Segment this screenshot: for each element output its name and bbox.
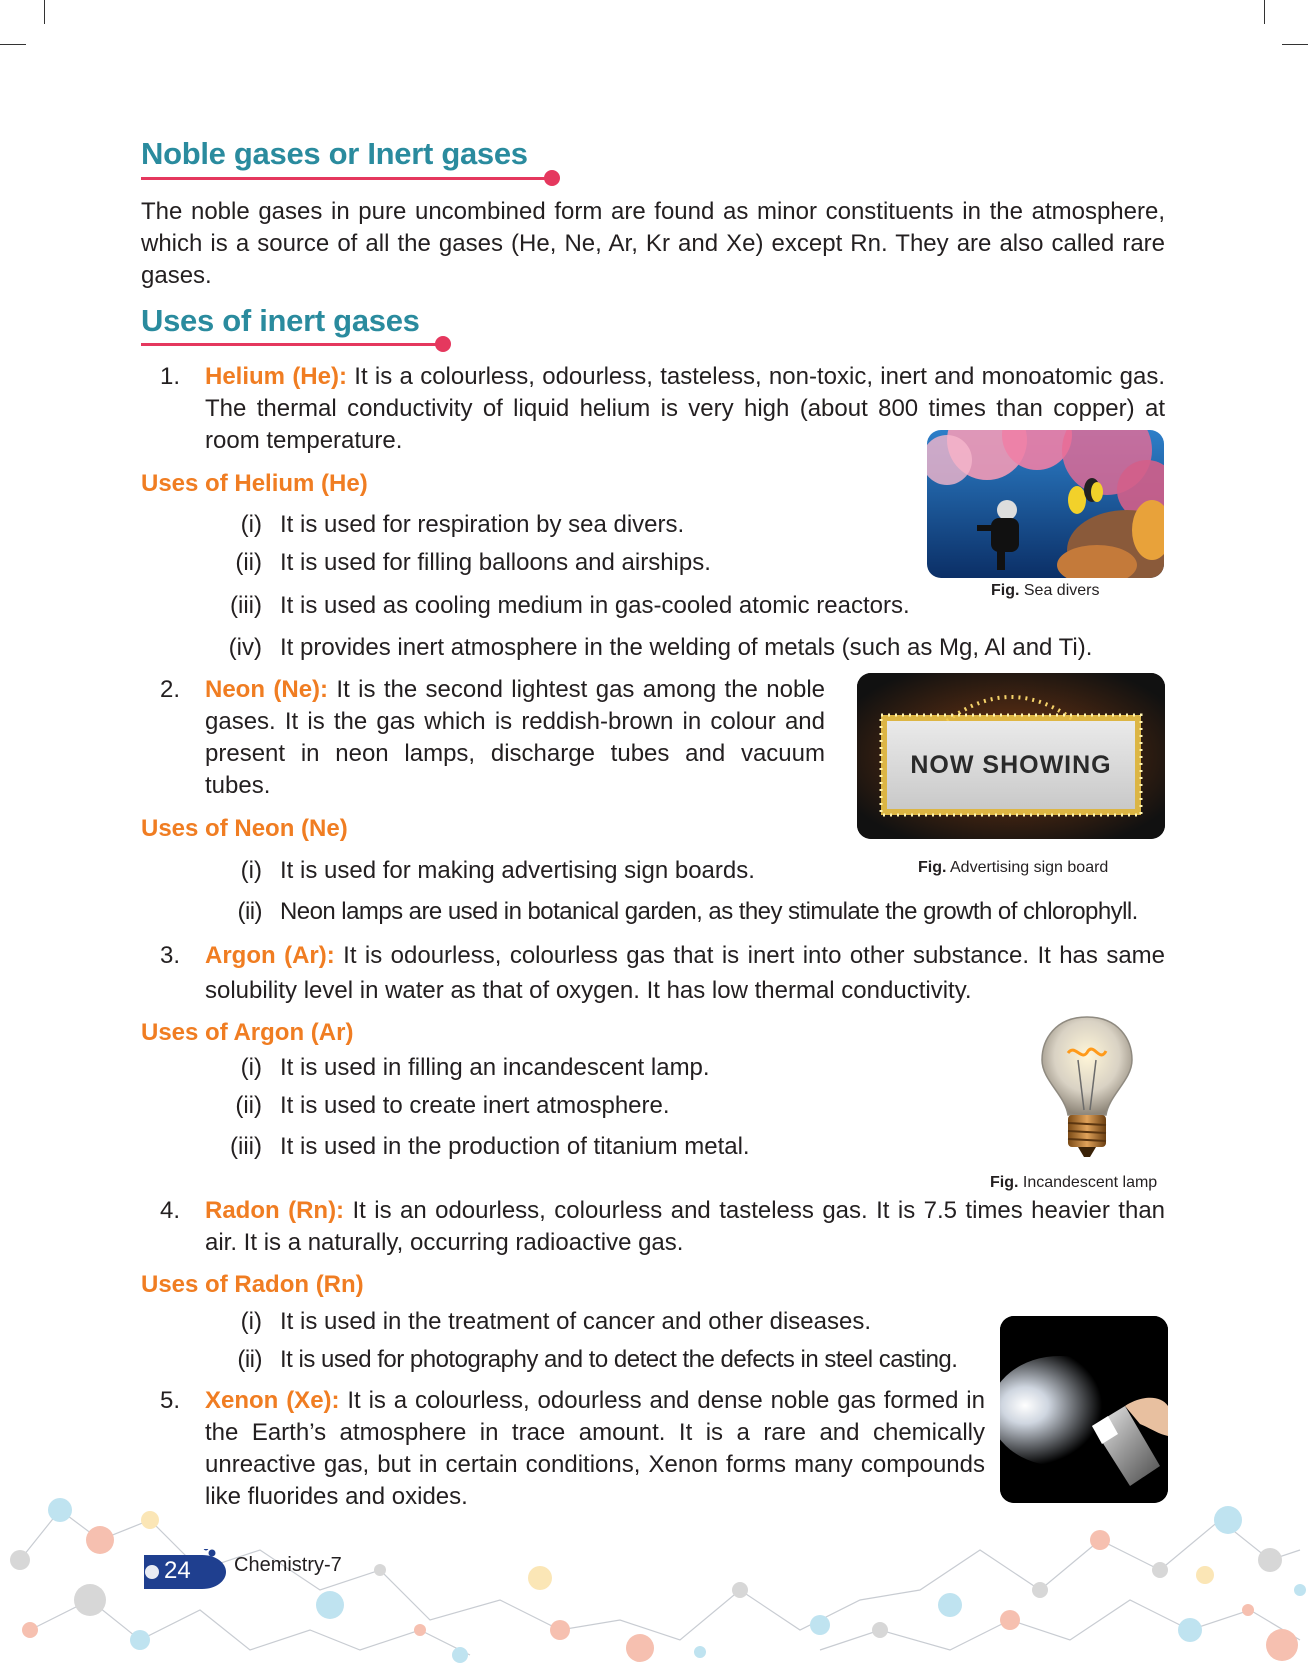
- item-number: 4.: [160, 1197, 181, 1224]
- section-title-uses: Uses of inert gases: [141, 303, 420, 338]
- item-text: It is used for filling balloons and airships.: [280, 549, 711, 576]
- item-number: 2.: [160, 676, 181, 703]
- item-number: 3.: [160, 942, 181, 969]
- figure-caption: [990, 1174, 1157, 1192]
- item-text: It is used in the treatment of cancer and other diseases.: [280, 1308, 871, 1335]
- item-text: [205, 674, 825, 802]
- section-title-noble-gases: Noble gases or Inert gases: [141, 136, 528, 171]
- element-description: It is a colourless, odourless, tasteless, non-toxic, inert and monoatomic gas. The thermal conductivity of liquid helium is very high (about 800 times than copper) at room temperature.: [205, 363, 1165, 454]
- list-item: [237, 1344, 958, 1376]
- heading-dot: [435, 336, 451, 352]
- crop-mark: [0, 44, 26, 45]
- advertising-sign-image: [857, 673, 1165, 839]
- subheading-argon-uses: Uses of Argon (Ar): [141, 1019, 354, 1046]
- list-item: [230, 1131, 750, 1163]
- list-item: [230, 590, 910, 622]
- caption-label: Fig.: [990, 1174, 1019, 1191]
- item-text: It is used in filling an incandescent lamp.: [280, 1054, 710, 1081]
- element-description: It is a colourless, odourless and dense noble gas formed in the Earth’s atmosphere in trace amount. It is a rare and chemically unreactive gas, but in certain conditions, Xenon forms many compounds like fluorides and oxides.: [205, 1387, 985, 1510]
- item-number: (iv): [228, 634, 262, 661]
- element-name: Xenon (Xe):: [205, 1387, 340, 1414]
- item-number: 1.: [160, 363, 181, 390]
- item-number: 5.: [160, 1387, 181, 1414]
- crop-mark: [44, 0, 45, 24]
- subheading-radon-uses: Uses of Radon (Rn): [141, 1271, 364, 1298]
- sea-divers-image: [927, 430, 1164, 578]
- item-number: (i): [240, 1054, 262, 1081]
- item-number: (iii): [230, 1133, 262, 1160]
- subheading-helium-uses: Uses of Helium (He): [141, 470, 368, 497]
- caption-text: Advertising sign board: [946, 859, 1109, 876]
- item-number: (iii): [230, 592, 262, 619]
- list-item: [240, 509, 685, 541]
- list-item: [237, 896, 1138, 928]
- crop-mark: [1282, 44, 1308, 45]
- flashlight-image: [1000, 1316, 1168, 1503]
- sign-text: NOW SHOWING: [910, 751, 1112, 779]
- item-text: It is used for photography and to detect the defects in steel casting.: [280, 1346, 958, 1373]
- item-text: It is used in the production of titanium metal.: [280, 1133, 750, 1160]
- item-text: It is used to create inert atmosphere.: [280, 1092, 670, 1119]
- item-text: It provides inert atmosphere in the welding of metals (such as Mg, Al and Ti).: [280, 634, 1093, 661]
- item-text: [205, 1195, 1165, 1259]
- list-item: [228, 632, 1093, 664]
- caption-text: Sea divers: [1019, 582, 1100, 599]
- element-name: Helium (He):: [205, 363, 347, 390]
- list-item: [240, 855, 755, 887]
- item-text: It is used for making advertising sign boards.: [280, 857, 755, 884]
- list-item: [240, 1306, 871, 1338]
- figure-caption: [918, 859, 1108, 877]
- item-number: (i): [240, 511, 262, 538]
- figure-caption: [991, 582, 1099, 600]
- caption-label: Fig.: [918, 859, 947, 876]
- page-number-badge: [140, 1549, 230, 1595]
- item-text: It is used as cooling medium in gas-cooled atomic reactors.: [280, 592, 910, 619]
- item-number: (ii): [237, 898, 262, 925]
- crop-mark: [1264, 0, 1265, 24]
- page-number: 24: [164, 1557, 191, 1584]
- element-description: It is odourless, colourless gas that is inert into other substance. It has same solubility level in water as that of oxygen. It has low thermal conductivity.: [205, 942, 1166, 1004]
- list-item: [235, 1090, 670, 1122]
- element-name: Neon (Ne):: [205, 676, 329, 703]
- item-number: (ii): [235, 549, 262, 576]
- item-number: (ii): [237, 1346, 262, 1373]
- incandescent-lamp-image: [1040, 1015, 1135, 1165]
- element-name: Argon (Ar):: [205, 942, 335, 969]
- caption-label: Fig.: [991, 582, 1020, 599]
- book-title: Chemistry-7: [234, 1554, 342, 1576]
- element-name: Radon (Rn):: [205, 1197, 345, 1224]
- list-item: [240, 1052, 710, 1084]
- heading-underline: [141, 343, 443, 346]
- caption-text: Incandescent lamp: [1018, 1174, 1158, 1191]
- heading-underline: [141, 177, 551, 180]
- list-item: [235, 547, 711, 579]
- item-text: It is used for respiration by sea divers.: [280, 511, 685, 538]
- item-text: [205, 938, 1165, 1008]
- intro-paragraph: The noble gases in pure uncombined form are found as minor constituents in the atmosphere, which is a source of all the gases (He, Ne, Ar, Kr and Xe) except Rn. They are also called rare gases.: [141, 198, 1165, 289]
- item-text: Neon lamps are used in botanical garden, as they stimulate the growth of chlorophyll.: [280, 898, 1138, 925]
- item-number: (i): [240, 1308, 262, 1335]
- element-description: It is an odourless, colourless and tasteless gas. It is 7.5 times heavier than air. It is a naturally, occurring radioactive gas.: [205, 1197, 1166, 1256]
- heading-dot: [544, 170, 560, 186]
- element-description: It is the second lightest gas among the noble gases. It is the gas which is reddish-brown in colour and present in neon lamps, discharge tubes and vacuum tubes.: [205, 676, 825, 799]
- subheading-neon-uses: Uses of Neon (Ne): [141, 815, 348, 842]
- item-number: (ii): [235, 1092, 262, 1119]
- item-number: (i): [240, 857, 262, 884]
